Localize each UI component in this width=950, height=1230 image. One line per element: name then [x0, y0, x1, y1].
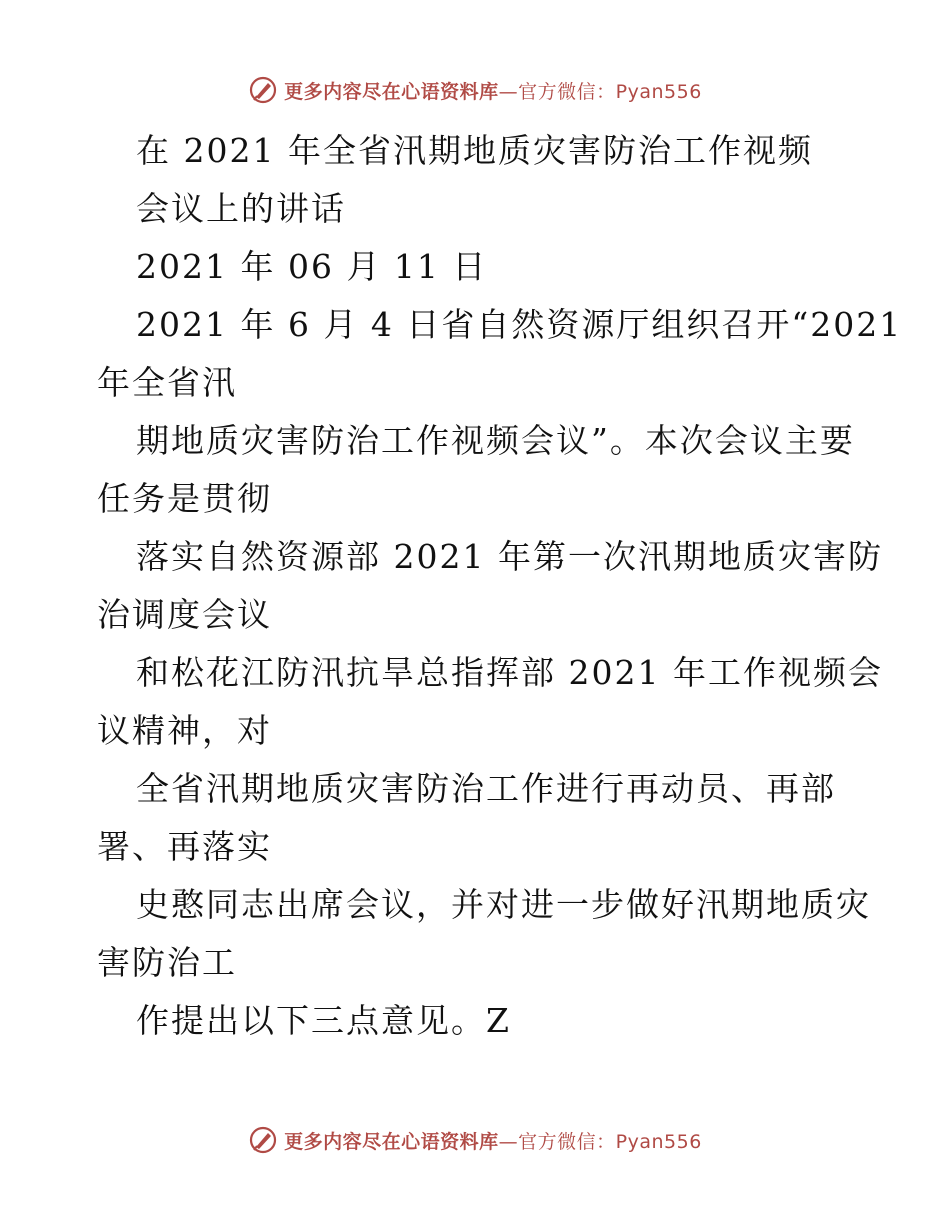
quill-logo-icon [248, 1125, 278, 1155]
body-line: 和松花江防汛抗旱总指挥部 2021 年工作视频会 [136, 653, 883, 692]
document-title-line-2: 会议上的讲话 [136, 189, 346, 228]
document-body [97, 122, 903, 1050]
watermark-text: 更多内容尽在心语资料库—官方微信：Pyan556 [284, 1130, 702, 1153]
body-line: 期地质灾害防治工作视频会议”。本次会议主要 [136, 421, 855, 460]
body-line: 史憨同志出席会议，并对进一步做好汛期地质灾 [136, 885, 871, 924]
quill-logo-icon [248, 75, 278, 105]
body-line: 年全省汛 [97, 363, 237, 402]
body-line: 落实自然资源部 2021 年第一次汛期地质灾害防 [136, 537, 883, 576]
body-line: 署、再落实 [97, 827, 272, 866]
body-line: 全省汛期地质灾害防治工作进行再动员、再部 [136, 769, 836, 808]
header-watermark [0, 70, 950, 110]
body-line: 任务是贯彻 [97, 479, 272, 518]
body-line: 治调度会议 [97, 595, 272, 634]
document-title-line-1: 在 2021 年全省汛期地质灾害防治工作视频 [136, 131, 813, 170]
body-line: 作提出以下三点意见。Z [136, 1001, 511, 1040]
document-date: 2021 年 06 月 11 日 [136, 247, 488, 286]
footer-watermark [0, 1120, 950, 1160]
body-line: 害防治工 [97, 943, 237, 982]
watermark-text: 更多内容尽在心语资料库—官方微信：Pyan556 [284, 80, 702, 103]
body-line: 议精神，对 [97, 711, 272, 750]
body-line: 2021 年 6 月 4 日省自然资源厅组织召开“2021 [136, 305, 903, 344]
